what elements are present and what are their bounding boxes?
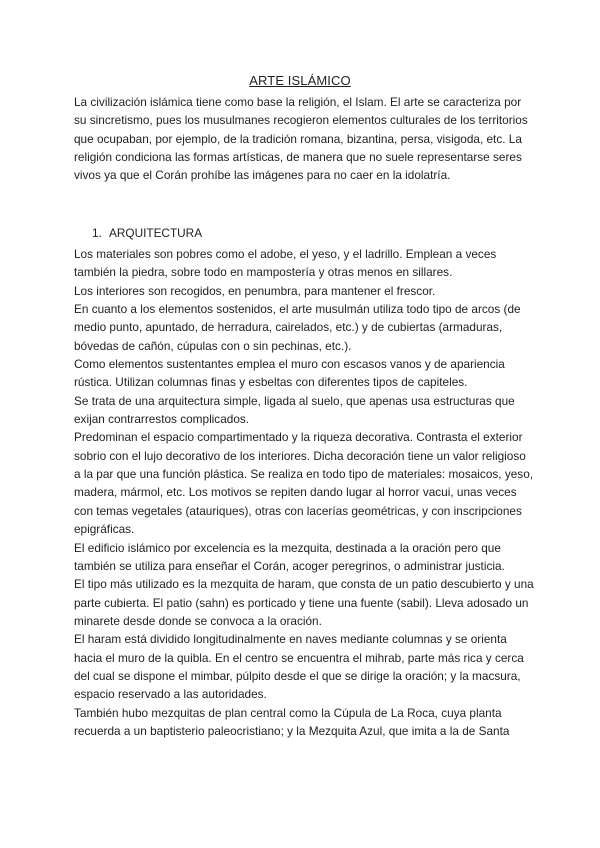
paragraph: Los materiales son pobres como el adobe, el yeso, y el ladrillo. Emplean a veces también la piedra, sobre todo en mampostería y otras menos en sillares. [74,247,497,280]
paragraph: También hubo mezquitas de plan central como la Cúpula de La Roca, cuya planta recuerda a un baptisterio paleocristiano; y la Mezquita Azul, que imita a la de Santa [74,705,510,738]
paragraph: Predominan el espacio compartimentado y la riqueza decorativa. Contrasta el exterior sobrio con el lujo decorativo de los interiores. Dicha decoración tiene un valor religioso a la par que una función plástica. Se realiza en todo tipo de materiales: mosaicos, yeso, madera, mármol, etc. Los motivos se repiten dando lugar al horror vacui, unas veces con temas vegetales (atauriques), otras con lacerías geométricas, y con inscripciones epigráficas. [74,430,534,537]
paragraph: Se trata de una arquitectura simple, ligada al suelo, que apenas usa estructuras que exijan contrarrestos complicados. [74,393,515,427]
section-body [74,245,534,740]
paragraph: El tipo más utilizado es la mezquita de haram, que consta de un patio descubierto y una parte cubierta. El patio (sahn) es porticado y tiene una fuente (sabil). Lleva adosado un minarete desde donde se convoca a la oración. [74,577,534,628]
intro-paragraph [74,93,534,185]
page-title: ARTE ISLÁMICO [249,73,351,88]
section-number: 1. [92,226,102,240]
section-title: ARQUITECTURA [109,226,203,240]
paragraph: El haram está dividido longitudinalmente en naves mediante columnas y se orienta hacia el muro de la quibla. En el centro se encuentra el mihrab, parte más rica y cerca del cual se dispone el mimbar, púlpito desde el que se dirige la oración; y la macsura, espacio reservado a las autoridades. [74,632,524,702]
paragraph: Los interiores son recogidos, en penumbra, para mantener el frescor. [74,283,436,298]
paragraph: Como elementos sustentantes emplea el muro con escasos vanos y de apariencia rústica. Utilizan columnas finas y esbeltas con diferentes tipos de capiteles. [74,357,505,390]
section-heading [92,225,202,241]
paragraph: En cuanto a los elementos sostenidos, el arte musulmán utiliza todo tipo de arcos (de medio punto, apuntado, de herradura, cairelados, etc.) y de cubiertas (armaduras, bóvedas de cañón, cúpulas con o sin pechinas, etc.). [74,302,521,353]
paragraph: El edificio islámico por excelencia es la mezquita, destinada a la oración pero que también se utiliza para enseñar el Corán, acoger peregrinos, o administrar justicia. [74,540,505,573]
intro-text: La civilización islámica tiene como base la religión, el Islam. El arte se caracteriza por su sincretismo, pues los musulmanes recogieron elementos culturales de los territorios que ocupaban, por ejemplo, de la tradición romana, bizantina, persa, visigoda, etc. La religión condiciona las formas artísticas, de manera que no suele representarse seres vivos ya que el Corán prohíbe las imágenes para no caer en la idolatría. [74,95,528,183]
